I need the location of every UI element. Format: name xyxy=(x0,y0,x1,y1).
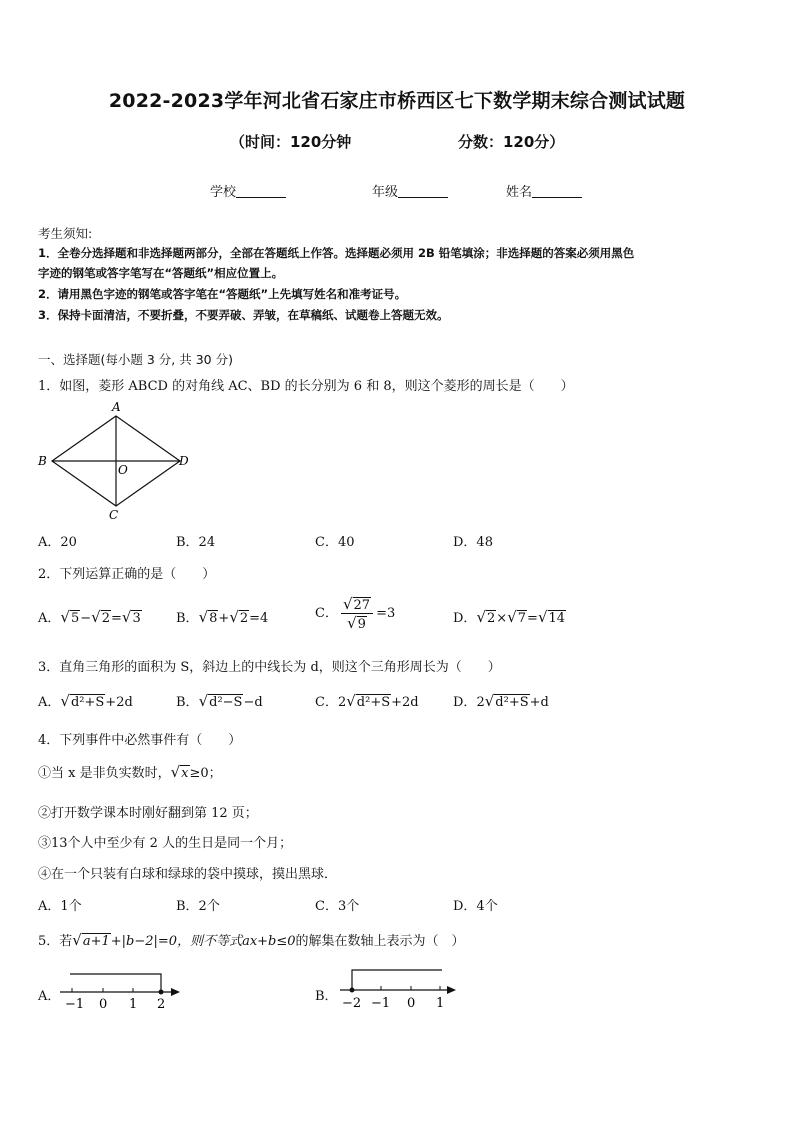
stem-text: 的解集在数轴上表示为（ ） xyxy=(295,934,465,949)
name-label: 姓名 xyxy=(506,185,533,200)
tick-label: 2 xyxy=(157,997,166,1012)
stem-text: 5．若 xyxy=(38,934,73,949)
tick-label: 1 xyxy=(129,997,138,1012)
result: =4 xyxy=(249,611,269,626)
tail: +d xyxy=(529,695,549,710)
radicand: 2 xyxy=(239,611,249,626)
denominator: 9 xyxy=(357,617,366,632)
q1-option-b[interactable]: B．24 xyxy=(176,535,216,550)
radicand: 2 xyxy=(101,611,110,626)
q3-option-d[interactable]: D．2√d²+S+d xyxy=(453,692,549,710)
tail: −d xyxy=(243,695,263,710)
tail: +2d xyxy=(391,695,419,710)
numerator: 27 xyxy=(353,598,371,613)
q4-event-3: ③13个人中至少有 2 人的生日是同一个月； xyxy=(38,836,293,851)
radicand: d²+S xyxy=(70,695,105,710)
radicand: 8 xyxy=(209,611,218,626)
radicand: d²−S xyxy=(209,695,243,710)
q1-stem: 1．如图，菱形 ABCD 的对角线 AC、BD 的长分别为 6 和 8，则这个菱形的周长是（ ） xyxy=(38,379,574,394)
q1-option-a[interactable]: A．20 xyxy=(38,535,77,550)
radicand: d²+S xyxy=(356,695,391,710)
axis-arrow xyxy=(447,986,456,994)
inequality: ax+b≤0 xyxy=(242,934,296,949)
label-o: O xyxy=(118,463,128,477)
solution-bracket xyxy=(352,970,442,990)
q4-event-2: ②打开数学课本时刚好翻到第 12 页； xyxy=(38,806,258,821)
label-c: C xyxy=(109,508,119,522)
section-heading: 一、选择题(每小题 3 分, 共 30 分) xyxy=(38,352,233,367)
q1-option-c[interactable]: C．40 xyxy=(315,535,355,550)
tick-label: 0 xyxy=(407,996,416,1011)
tick-label: 1 xyxy=(436,996,445,1011)
radicand: a+1 xyxy=(82,934,110,949)
notice-line-4: 3．保持卡面清洁，不要折叠，不要弄破、弄皱，在草稿纸、试题卷上答题无效。 xyxy=(38,308,449,322)
q2-option-c[interactable] xyxy=(315,595,395,632)
q4-event-1: ①当 x 是非负实数时，√x≥0； xyxy=(38,763,222,781)
number-line-a[interactable] xyxy=(56,966,186,1012)
q3-option-c[interactable]: C．2√d²+S+2d xyxy=(315,692,419,710)
option-letter: B． xyxy=(176,695,199,710)
grade-label: 年级 xyxy=(372,185,399,200)
time-label: （时间：120分钟 xyxy=(230,133,352,151)
stem-text: +|b−2|=0，则不等式 xyxy=(110,934,243,949)
q4-option-a[interactable]: A．1个 xyxy=(38,899,82,914)
event-text: ≥0； xyxy=(189,766,222,781)
q5-option-a[interactable]: A． xyxy=(38,989,61,1004)
q4-event-4: ④在一个只装有白球和绿球的袋中摸球，摸出黑球． xyxy=(38,867,338,882)
radicand: 5 xyxy=(70,611,80,626)
school-field[interactable] xyxy=(210,181,286,200)
q2-stem: 2．下列运算正确的是（ ） xyxy=(38,567,216,582)
radicand: 7 xyxy=(517,611,527,626)
name-blank[interactable] xyxy=(532,185,582,198)
q2-option-a[interactable]: A．√5−√2=√3 xyxy=(38,608,141,626)
operator: + xyxy=(218,611,230,626)
q4-stem: 4．下列事件中必然事件有（ ） xyxy=(38,733,242,748)
grade-blank[interactable] xyxy=(398,185,448,198)
option-letter: D． xyxy=(453,695,477,710)
radicand: x xyxy=(181,766,189,781)
tick-label: −1 xyxy=(371,996,391,1011)
number-line-b[interactable] xyxy=(336,962,466,1012)
q3-option-a[interactable]: A．√d²+S+2d xyxy=(38,692,133,710)
notice-line-2: 字迹的钢笔或答字笔写在“答题纸”相应位置上。 xyxy=(38,266,284,280)
option-letter: D． xyxy=(453,611,477,626)
radicand: d²+S xyxy=(495,695,529,710)
q4-option-b[interactable]: B．2个 xyxy=(176,899,220,914)
operator: = xyxy=(527,611,538,626)
school-label: 学校 xyxy=(210,185,237,200)
rhombus-figure xyxy=(36,398,196,523)
solution-bracket xyxy=(70,974,161,992)
option-letter: A． xyxy=(38,611,61,626)
notice-line-1: 1．全卷分选择题和非选择题两部分，全部在答题纸上作答。选择题必须用 2B 铅笔填涂；非选择题的答案必须用黑色 xyxy=(38,246,635,260)
radicand: 14 xyxy=(548,611,566,626)
radicand: 3 xyxy=(132,611,141,626)
operator: − xyxy=(80,611,92,626)
notice-line-3: 2．请用黑色字迹的钢笔或答字笔在“答题纸”上先填写姓名和准考证号。 xyxy=(38,287,407,301)
q5-option-b[interactable]: B． xyxy=(315,989,338,1004)
grade-field[interactable] xyxy=(372,181,448,200)
school-blank[interactable] xyxy=(236,185,286,198)
q4-option-d[interactable]: D．4个 xyxy=(453,899,498,914)
tail: +2d xyxy=(105,695,133,710)
coefficient: 2 xyxy=(476,695,485,710)
name-field[interactable] xyxy=(506,181,582,200)
tick-label: 0 xyxy=(99,997,108,1012)
result: =3 xyxy=(376,606,396,621)
option-letter: C． xyxy=(315,695,338,710)
page-title: 2022-2023学年河北省石家庄市桥西区七下数学期末综合测试试题 xyxy=(108,90,686,112)
q5-stem: 5．若√a+1+|b−2|=0，则不等式ax+b≤0的解集在数轴上表示为（ ） xyxy=(38,931,465,949)
tick-label: −1 xyxy=(65,997,85,1012)
label-a: A xyxy=(112,400,121,414)
label-d: D xyxy=(179,454,189,468)
score-label: 分数：120分） xyxy=(458,133,565,151)
q3-stem: 3．直角三角形的面积为 S，斜边上的中线长为 d，则这个三角形周长为（ ） xyxy=(38,660,501,675)
operator: = xyxy=(110,611,122,626)
tick-label: −2 xyxy=(342,996,362,1011)
coefficient: 2 xyxy=(337,695,347,710)
q2-option-b[interactable]: B．√8+√2=4 xyxy=(176,608,269,626)
q2-option-d[interactable]: D．√2×√7=√14 xyxy=(453,608,566,626)
fraction: $\frac{√27}{√9}$ xyxy=(341,595,373,632)
radicand: 2 xyxy=(487,611,496,626)
event-text: ①当 x 是非负实数时， xyxy=(38,766,171,781)
axis-arrow xyxy=(171,988,180,996)
option-letter: A． xyxy=(38,695,61,710)
option-letter: C． xyxy=(315,606,338,621)
option-letter: B． xyxy=(176,611,199,626)
q4-option-c[interactable]: C．3个 xyxy=(315,899,360,914)
solid-point xyxy=(159,990,164,995)
notice-heading: 考生须知: xyxy=(38,226,93,241)
label-b: B xyxy=(38,454,47,468)
operator: × xyxy=(496,611,508,626)
q1-option-d[interactable]: D．48 xyxy=(453,535,493,550)
q3-option-b[interactable]: B．√d²−S−d xyxy=(176,692,263,710)
solid-point xyxy=(350,988,355,993)
